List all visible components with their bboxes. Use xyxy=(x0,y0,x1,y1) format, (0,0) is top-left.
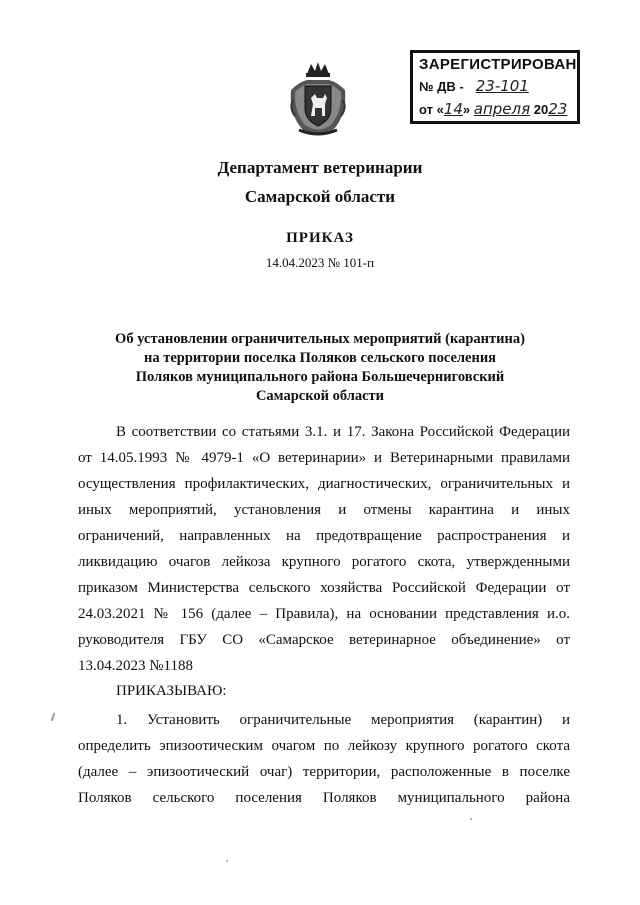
subject-line: Об установлении ограничительных мероприятий (карантина) xyxy=(115,331,525,347)
stamp-number-label: № ДВ - xyxy=(419,79,464,94)
body-line: Поляков сельского поселения Поляков муниципального района xyxy=(78,790,570,806)
body-line: (далее – эпизоотический очаг) территории, расположенные в поселке xyxy=(78,764,570,780)
order-word: ПРИКАЗЫВАЮ: xyxy=(116,683,227,699)
stamp-date-day: 14 xyxy=(443,100,463,118)
stamp-date-mid: » xyxy=(462,102,471,117)
stamp-title: ЗАРЕГИСТРИРОВАН xyxy=(419,56,577,73)
scan-dot xyxy=(470,818,472,820)
stamp-date-year-prefix: 20 xyxy=(533,102,549,117)
stamp-date-row xyxy=(419,98,571,121)
department-name-line1: Департамент ветеринарии xyxy=(217,158,423,177)
scan-dot xyxy=(226,860,228,862)
coat-of-arms-emblem xyxy=(285,60,351,138)
stamp-number-handwritten: 23-101 xyxy=(475,77,529,95)
subject-line: на территории поселка Поляков сельского поселения xyxy=(143,350,497,366)
registration-stamp xyxy=(410,50,580,124)
body-line: В соответствии со статьями 3.1. и 17. Закона Российской Федерации xyxy=(116,424,570,440)
department-name-line2: Самарской области xyxy=(244,187,396,206)
body-line: ограничений, направленных на предотвращение распространения и xyxy=(78,528,570,544)
body-line: осуществления профилактических, диагностических, ограничительных и xyxy=(78,476,570,492)
order-date-number: 14.04.2023 № 101-п xyxy=(265,255,375,270)
body-line: ликвидацию очагов лейкоза крупного рогатого скота, утвержденными xyxy=(78,554,570,570)
stamp-date-month: апреля xyxy=(473,100,531,118)
stamp-date-prefix: от « xyxy=(419,102,444,117)
body-line: от 14.05.1993 № 4979-1 «О ветеринарии» и Ветеринарными правилами xyxy=(78,450,570,466)
body-line: 24.03.2021 № 156 (далее – Правила), на основании представления и.о. xyxy=(78,606,570,622)
body-line: иных мероприятий, установления и отмены карантина и иных xyxy=(78,502,570,518)
subject-line: Самарской области xyxy=(255,388,385,404)
body-line: руководителя ГБУ СО «Самарское ветеринарное объединение» от xyxy=(78,632,570,648)
body-line: приказом Министерства сельского хозяйства Российской Федерации от xyxy=(78,580,570,596)
body-line: 13.04.2023 №1188 xyxy=(78,658,194,674)
scan-mark xyxy=(51,713,56,721)
stamp-number-row xyxy=(419,75,571,98)
subject-line: Поляков муниципального района Большечерниговский xyxy=(135,369,505,385)
body-line: определить эпизоотическим очагом по лейкозу крупного рогатого скота xyxy=(78,738,570,754)
order-title: ПРИКАЗ xyxy=(286,230,354,246)
stamp-date-year-suffix: 23 xyxy=(548,100,568,118)
body-line: 1. Установить ограничительные мероприятия (карантин) и xyxy=(116,712,570,728)
